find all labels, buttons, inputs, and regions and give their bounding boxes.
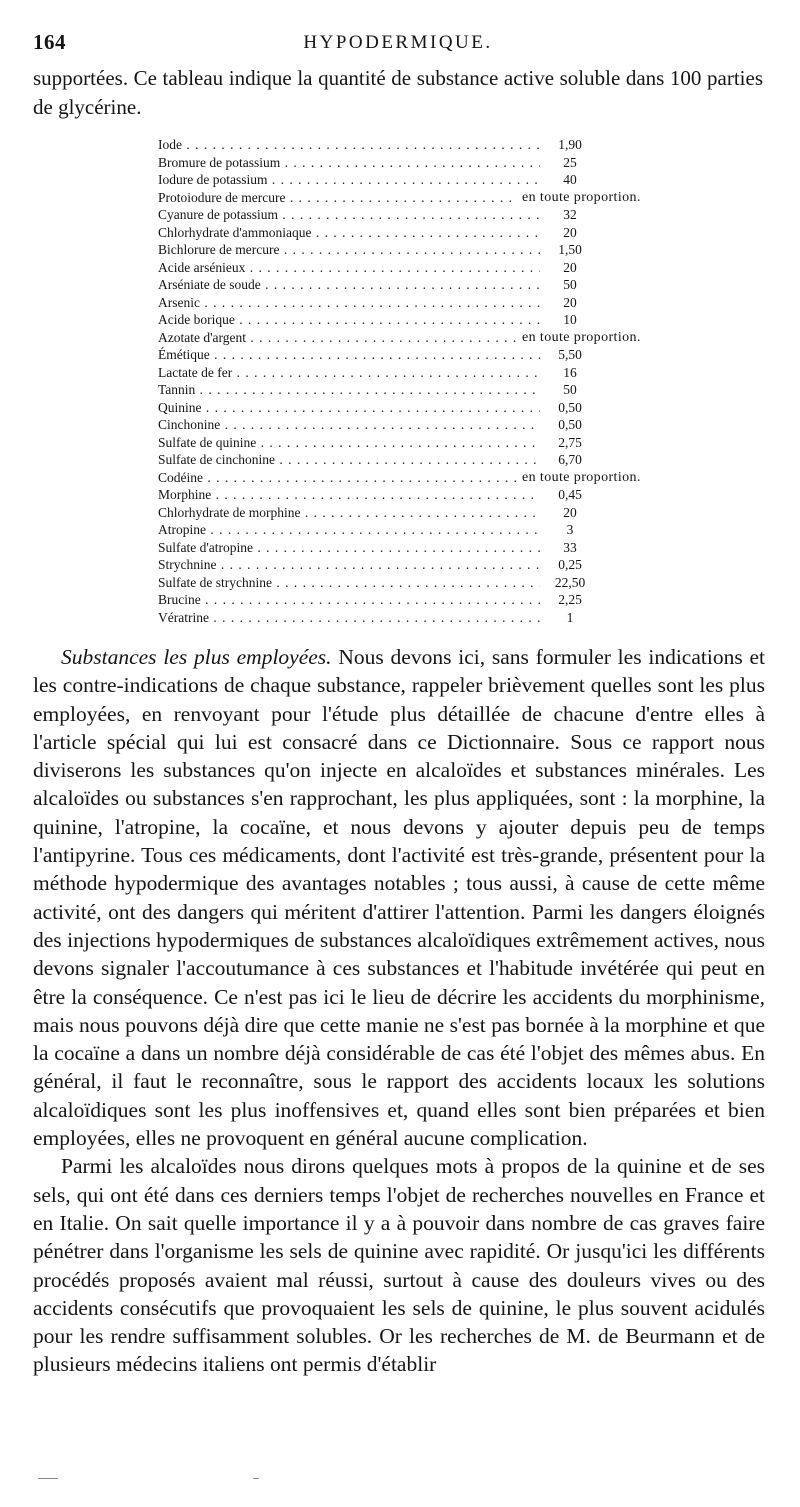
solubility-value: 6,70 [558, 452, 582, 467]
table-row [158, 224, 678, 242]
substance-name: Cinchonine . . . [158, 416, 540, 434]
solubility-value: 0,50 [558, 417, 582, 432]
solubility-value: 32 [563, 207, 577, 222]
table-row [158, 276, 678, 294]
footer-ornament [38, 1478, 58, 1479]
solubility-value: 33 [563, 539, 577, 555]
body-text [33, 643, 765, 1379]
substance-name: Sulfate de cinchonine . . . [158, 451, 540, 469]
table-row [158, 259, 678, 277]
solubility-value: 2,75 [558, 434, 582, 450]
table-row [158, 469, 678, 487]
substance-name: Acide borique . . . [158, 311, 540, 329]
solubility-value: 22,50 [554, 574, 586, 590]
table-row [158, 399, 678, 417]
substance-name: Sulfate de strychnine . . . [158, 574, 540, 592]
substance-name: Lactate de fer . . . [158, 364, 540, 382]
table-row [158, 364, 678, 382]
substance-name: Tannin . . . [158, 381, 540, 399]
substance-name: Morphine . . . [158, 486, 540, 504]
substance-name: Brucine . . . [158, 591, 540, 609]
solubility-value: 25 [563, 154, 577, 170]
table-row [158, 241, 678, 259]
intro-paragraph: supportées. Ce tableau indique la quantité de substance active soluble dans 100 parties de glycérine. [33, 66, 763, 119]
table-row [158, 521, 678, 539]
substance-name: Bromure de potassium . . . [158, 154, 540, 172]
solubility-value: 0,50 [558, 399, 582, 415]
solubility-value: 40 [563, 172, 577, 187]
solubility-value: 10 [563, 312, 577, 327]
page-header [33, 30, 763, 60]
table-row [158, 486, 678, 504]
substance-name: Émétique . . . [158, 346, 540, 364]
table-row [158, 574, 678, 592]
substance-name: Atropine . . . [158, 521, 540, 539]
substance-name: Iode . . . [158, 136, 540, 154]
table-row [158, 539, 678, 557]
substance-name: Vératrine . . . [158, 609, 540, 627]
running-title: HYPODERMIQUE. [303, 32, 493, 53]
substance-name: Iodure de potassium . . . [158, 171, 540, 189]
substance-name: Sulfate d'atropine . . . [158, 539, 540, 557]
solubility-value: 3 [566, 522, 574, 537]
solubility-value: 20 [563, 224, 577, 240]
paragraph-1-text: Nous devons ici, sans formuler les indications et les contre-indications de chaque substance, rappeler brièvement quelles sont les plus employées, en renvoyant pour l'étude plus détaillée de chacune d'entre elles à l'article spécial qui lui est consacré dans ce Dictionnaire. Sous ce rapport nous diviserons les substances qu'on injecte en alcaloïdes et substances minérales. Les alcaloïdes ou substances s'en rapprochant, les plus appliquées, sont : la morphine, la quinine, l'atropine, la cocaïne, et nous devons y ajouter depuis peu de temps l'antipyrine. Tous ces médicaments, dont l'activité est très-grande, présentent pour la méthode hypodermique des avantages notables ; tous aussi, à cause de cette même activité, ont des dangers qui méritent d'attirer l'attention. Parmi les dangers éloignés des injections hypodermiques de substances alcaloïdiques extrêmement actives, nous devons signaler l'accoutumance à ces substances et l'habitude invétérée qui peut en être la conséquence. Ce n'est pas ici le lieu de décrire les accidents du morphinisme, mais nous pouvons déjà dire que cette manie ne s'est pas bornée à la morphine et que la cocaïne a dans un nombre déjà considérable de cas été l'objet des mêmes abus. En général, il faut le reconnaître, sous le rapport des accidents locaux les solutions alcaloïdiques sont les plus inoffensives et, quand elles sont bien préparées et bien employées, elles ne provoquent en général aucune complication. [33, 645, 766, 1151]
solubility-value: 20 [563, 504, 577, 520]
substance-name: Bichlorure de mercure . . . [158, 241, 540, 259]
table-row [158, 504, 678, 522]
solubility-value: 1,90 [558, 137, 582, 152]
solubility-value: 50 [563, 382, 577, 397]
substance-name: Arséniate de soude . . . [158, 276, 540, 294]
table-row [158, 381, 678, 399]
solubility-value: en toute proportion. [522, 189, 641, 205]
solubility-value: 0,45 [558, 487, 582, 502]
table-row [158, 206, 678, 224]
substance-name: Strychnine . . . [158, 556, 540, 574]
solubility-table [158, 136, 678, 626]
table-row [158, 294, 678, 312]
substance-name: Chlorhydrate de morphine . . . [158, 504, 540, 522]
solubility-value: en toute proportion. [522, 469, 641, 485]
table-row [158, 591, 678, 609]
table-row [158, 346, 678, 364]
footer-ornament [253, 1478, 259, 1479]
table-row [158, 609, 678, 627]
substance-name: Acide arsénieux . . . [158, 259, 540, 277]
table-row [158, 189, 678, 207]
substance-name: Cyanure de potassium . . . [158, 206, 540, 224]
paragraph-substances [33, 643, 765, 1152]
table-row [158, 329, 678, 347]
table-row [158, 136, 678, 154]
section-heading: Substances les plus employées. [61, 645, 332, 669]
solubility-value: en toute proportion. [522, 329, 641, 345]
table-row [158, 171, 678, 189]
solubility-value: 0,25 [558, 557, 582, 572]
solubility-value: 20 [563, 259, 577, 275]
substance-name: Arsenic . . . [158, 294, 540, 312]
table-row [158, 154, 678, 172]
table-row [158, 556, 678, 574]
paragraph-quinine: Parmi les alcaloïdes nous dirons quelques mots à propos de la quinine et de ses sels, qui ont été dans ces derniers temps l'objet de recherches nouvelles en France et en Italie. On sait quelle importance il y a à pouvoir dans nombre de cas graves faire pénétrer dans l'organisme les sels de quinine avec rapidité. Or jusqu'ici les différents procédés proposés avaient mal réussi, surtout à cause des douleurs vives ou des accidents consécutifs que provoquaient les sels de quinine, le plus souvent acidulés pour les rendre suffisamment solubles. Or les recherches de M. de Beurmann et de plusieurs médecins italiens ont permis d'établir [33, 1154, 765, 1377]
table-row [158, 451, 678, 469]
substance-name: Quinine . . . [158, 399, 540, 417]
substance-name: Protoiodure de mercure . . . [158, 189, 516, 207]
footer-marks [38, 1468, 259, 1483]
substance-name: Codéine . . . [158, 469, 516, 487]
substance-name: Sulfate de quinine . . . [158, 434, 540, 452]
solubility-value: 5,50 [558, 347, 582, 362]
solubility-value: 1,50 [558, 242, 582, 257]
substance-name: Azotate d'argent . . . [158, 329, 516, 347]
solubility-value: 1 [566, 609, 574, 625]
solubility-value: 2,25 [558, 592, 582, 607]
solubility-value: 20 [563, 294, 577, 310]
table-row [158, 311, 678, 329]
solubility-value: 16 [563, 364, 577, 380]
table-row [158, 416, 678, 434]
page-number: 164 [33, 30, 66, 54]
table-row [158, 434, 678, 452]
solubility-value: 50 [563, 277, 577, 292]
substance-name: Chlorhydrate d'ammoniaque . . . [158, 224, 540, 242]
